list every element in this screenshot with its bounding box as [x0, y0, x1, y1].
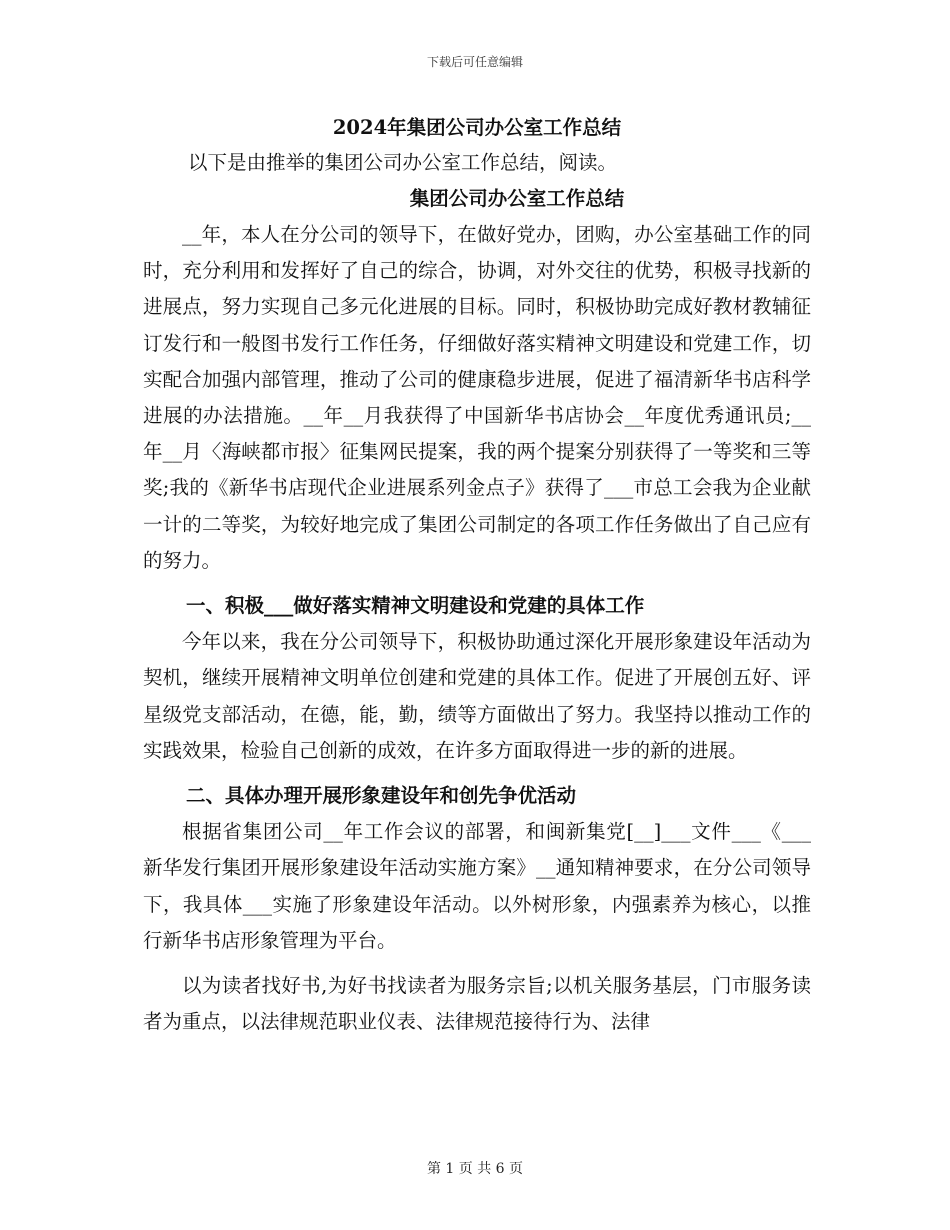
- section-heading-1: 一、积极___做好落实精神文明建设和党建的具体工作: [186, 594, 645, 618]
- document-subtitle: 集团公司办公室工作总结: [409, 187, 625, 210]
- paragraph-4: 以为读者找好书,为好书找读者为服务宗旨;以机关服务基层，门市服务读者为重点，以法律规范职业仪表、法律规范接待行为、法律: [143, 974, 811, 1034]
- section-heading-2: 二、具体办理开展形象建设年和创先争优活动: [186, 784, 577, 808]
- paragraph-2: 今年以来，我在分公司领导下，积极协助通过深化开展形象建设年活动为契机，继续开展精神文明单位创建和党建的具体工作。促进了开展创五好、评星级党支部活动，在德，能，勤，绩等方面做出了努力。我坚持以推动工作的实践效果，检验自己创新的成效，在许多方面取得进一步的新的进展。: [143, 630, 811, 762]
- page-number: 第 1 页 共 6 页: [426, 1161, 524, 1177]
- spacer: [143, 579, 811, 588]
- page-header: 下载后可任意编辑: [426, 55, 523, 69]
- spacer: [143, 959, 811, 968]
- document-body: [143, 112, 811, 1040]
- paragraph-3: 根据省集团公司__年工作会议的部署，和闽新集党[__]___文件___《___新华发行集团开展形象建设年活动实施方案》__通知精神要求，在分公司领导下，我具体___实施了形象建设年活动。以外树形象，内强素养为核心，以推行新华书店形象管理为平台。: [143, 820, 811, 952]
- spacer: [143, 769, 811, 778]
- paragraph-1: __年，本人在分公司的领导下，在做好党办，团购，办公室基础工作的同时，充分利用和发挥好了自己的综合，协调，对外交往的优势，积极寻找新的进展点，努力实现自己多元化进展的目标。同时，积极协助完成好教材教辅征订发行和一般图书发行工作任务，仔细做好落实精神文明建设和党建工作，切实配合加强内部管理，推动了公司的健康稳步进展，促进了福清新华书店科学进展的办法措施。__年__月我获得了中国新华书店协会__年度优秀通讯员;__年__月〈海峡都市报〉征集网民提案，我的两个提案分别获得了一等奖和三等奖;我的《新华书店现代企业进展系列金点子》获得了___市总工会我为企业献一计的二等奖，为较好地完成了集团公司制定的各项工作任务做出了自己应有的努力。: [143, 223, 811, 572]
- intro-line: 以下是由推举的集团公司办公室工作总结，阅读。: [188, 151, 618, 174]
- document-title: 2024年集团公司办公室工作总结: [332, 116, 622, 139]
